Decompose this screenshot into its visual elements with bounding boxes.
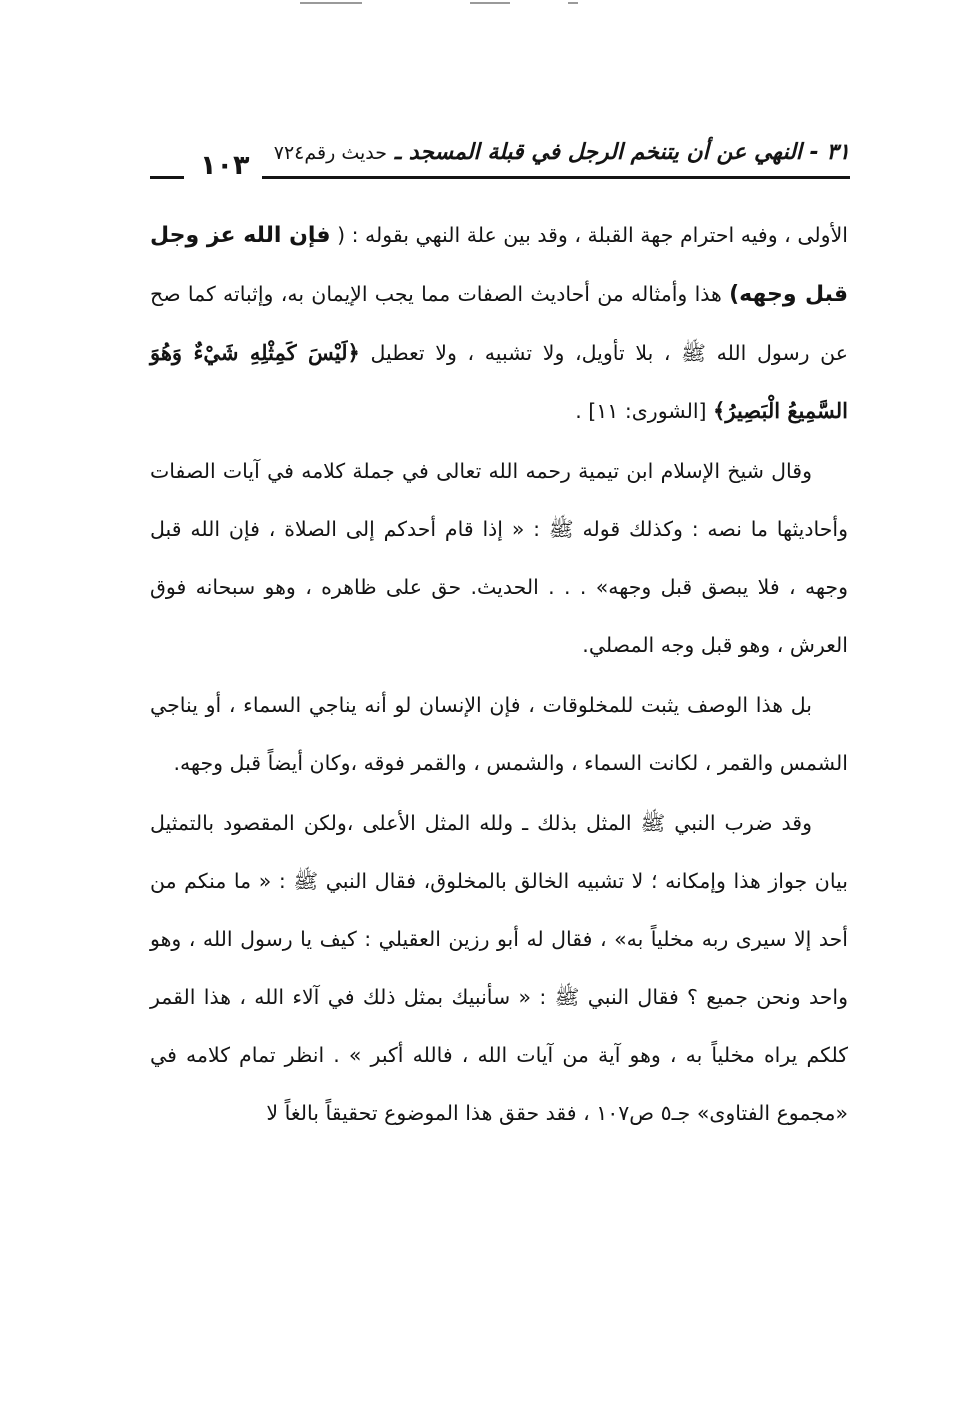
scan-mark: [470, 2, 510, 4]
paragraph-1-body: هذا وأمثاله من أحاديث الصفات مما يجب الإيمان به، وإثباته كما صح عن رسول الله ﷺ ، بلا تأويل، ولا تشبيه ، ولا تعطيل: [150, 282, 848, 365]
page-number: ١٠٣: [200, 150, 250, 181]
verse-citation: [الشورى: ١١] .: [575, 399, 707, 423]
chapter-title: ٣١ - النهي عن أن يتنخم الرجل في قبلة المسجد ـ: [394, 140, 850, 165]
page-header: [150, 136, 850, 184]
header-rule: [262, 176, 850, 179]
scan-mark: [300, 2, 362, 4]
paragraph-1-intro: الأولى ، وفيه احترام جهة القبلة ، وقد بين علة النهي بقوله : (: [337, 223, 848, 247]
hadith-quote-bold: فإن الله عز وجل قبل وجهه): [150, 223, 848, 307]
header-dash: [150, 176, 184, 179]
paragraph-3: بل هذا الوصف يثبت للمخلوقات ، فإن الإنسان لو أنه يناجي السماء ، أو يناجي الشمس والقمر ، لكانت السماء ، والشمس ، والقمر فوقه ،وكان أيضاً قبل وجهه.: [150, 693, 848, 775]
paragraph-4: وقد ضرب النبي ﷺ المثل بذلك ـ ولله المثل الأعلى ،ولكن المقصود بالتمثيل بيان جواز هذا وإمكانه ؛ لا تشبيه الخالق بالمخلوق، فقال النبي ﷺ : « ما منكم من أحد إلا سيرى ربه مخلياً به» ، فقال له أبو رزين العقيلي : كيف يا رسول الله ، وهو واحد ونحن جميع ؟ فقال النبي ﷺ : « سأنبيك بمثل ذلك في آلاء الله ، هذا القمر كلكم يراه مخلياً به ، وهو آية من آيات الله ، فالله أكبر » . انظر تمام كلامه في «مجموع الفتاوى» جـ٥ ص١٠٧ ، فقد حقق هذا الموضوع تحقيقاً بالغاً لا: [150, 811, 848, 1125]
page-body: [150, 206, 848, 1144]
scan-mark: [568, 2, 578, 4]
paragraph-1: [150, 206, 848, 440]
quran-verse: ﴿لَيْسَ كَمِثْلِهِ شَيْءٌ وَهُوَ السَّمِيعُ الْبَصِيرُ﴾: [150, 340, 848, 423]
running-head: [274, 140, 850, 165]
paragraph-2: وقال شيخ الإسلام ابن تيمية رحمه الله تعالى في جملة كلامه في آيات الصفات وأحاديثها ما نصه : وكذلك قوله ﷺ : « إذا قام أحدكم إلى الصلاة ، فإن الله قبل وجهه ، فلا يبصق قبل وجهه» . . . الحديث. حق على ظاهره ، وهو سبحانه فوق العرش ، وهو قبل وجه المصلي.: [150, 459, 848, 657]
hadith-reference: حديث رقم٧٢٤: [273, 142, 387, 164]
scan-edge-marks: [0, 0, 974, 10]
